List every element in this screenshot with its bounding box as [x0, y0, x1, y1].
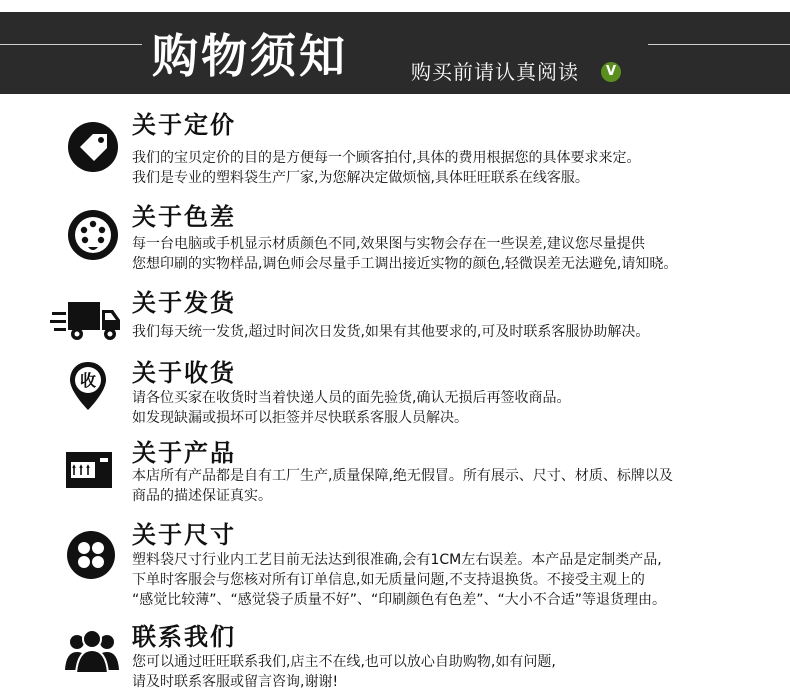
section-text-line: 商品的描述保证真实。 — [132, 488, 272, 504]
section-text-line: 我们的宝贝定价的目的是方便每一个顾客拍付,具体的费用根据您的具体要求来定。 — [132, 150, 641, 166]
section-text-line: 每一台电脑或手机显示材质颜色不同,效果图与实物会存在一些误差,建议您尽量提供 — [132, 236, 645, 252]
product-box-icon — [64, 448, 114, 490]
size-circle-icon — [66, 530, 116, 580]
section-title: 关于发货 — [132, 289, 236, 317]
header-banner — [0, 12, 790, 94]
section-title: 关于收货 — [132, 359, 236, 387]
page-title: 购物须知 — [152, 29, 348, 83]
section-title: 关于尺寸 — [132, 521, 236, 549]
section-shipping — [0, 286, 790, 348]
section-text-line: 下单时客服会与您核对所有订单信息,如无质量问题,不支持退换货。不接受主观上的 — [132, 572, 645, 588]
section-text-line: 如发现缺漏或损坏可以拒签并尽快联系客服人员解决。 — [132, 410, 468, 426]
section-product — [0, 434, 790, 514]
section-color-difference — [0, 196, 790, 286]
section-text-line: 请及时联系客服或留言咨询,谢谢! — [132, 674, 339, 690]
section-text-line: 您想印刷的实物样品,调色师会尽量手工调出接近实物的颜色,轻微误差无法避免,请知晓。 — [132, 256, 678, 272]
section-title: 关于产品 — [132, 439, 236, 467]
palette-icon — [66, 208, 120, 262]
section-text-line: 本店所有产品都是自有工厂生产,质量保障,绝无假冒。所有展示、尺寸、材质、标牌以及 — [132, 468, 673, 484]
section-contact — [0, 620, 790, 700]
section-title: 关于定价 — [132, 111, 236, 139]
section-text-line: “感觉比较薄”、“感觉袋子质量不好”、“印刷颜色有色差”、“大小不合适”等退货理由。 — [132, 592, 667, 608]
section-text-line: 您可以通过旺旺联系我们,店主不在线,也可以放心自助购物,如有问题, — [132, 654, 556, 670]
section-pricing — [0, 104, 790, 194]
section-receiving — [0, 352, 790, 432]
price-tag-icon — [66, 120, 120, 174]
header-divider-left — [0, 44, 142, 45]
section-text-line: 请各位买家在收货时当着快递人员的面先验货,确认无损后再签收商品。 — [132, 390, 571, 406]
page-subtitle: 购买前请认真阅读 — [411, 60, 579, 84]
header-divider-right — [648, 44, 790, 45]
section-text-line: 塑料袋尺寸行业内工艺目前无法达到很准确,会有1CM左右误差。本产品是定制类产品, — [132, 552, 662, 568]
section-title: 关于色差 — [132, 203, 236, 231]
section-size — [0, 518, 790, 618]
section-title: 联系我们 — [132, 623, 236, 651]
contact-group-icon — [64, 628, 120, 674]
delivery-truck-icon — [50, 298, 122, 344]
section-text-line: 我们每天统一发货,超过时间次日发货,如果有其他要求的,可及时联系客服协助解决。 — [132, 324, 650, 340]
receive-pin-label: 收 — [79, 371, 97, 390]
check-badge-icon: V — [601, 62, 621, 82]
section-text-line: 我们是专业的塑料袋生产厂家,为您解决定做烦恼,具体旺旺联系在线客服。 — [132, 170, 589, 186]
receive-pin-icon — [68, 360, 108, 412]
